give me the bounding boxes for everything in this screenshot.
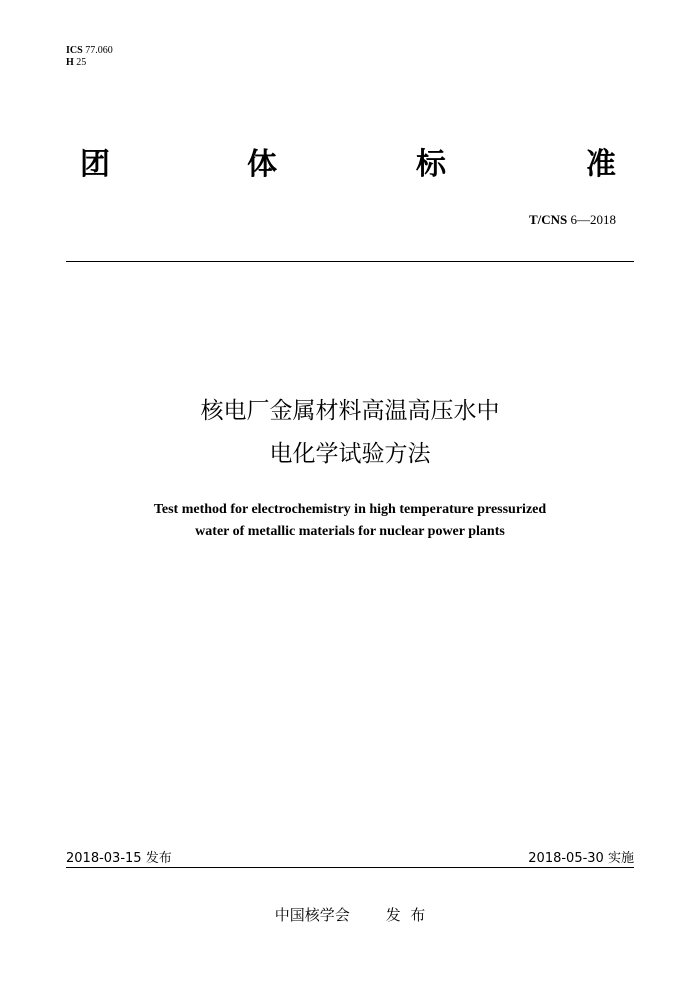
classification-codes — [66, 45, 113, 69]
standard-kind-char-2: 体 — [247, 147, 277, 182]
standard-code: T/CNS 6—2018 — [528, 212, 616, 227]
publisher-name: 中国核学会 — [274, 906, 350, 924]
title-cn-line-2: 电化学试验方法 — [269, 441, 431, 467]
title-en-line-1: Test method for electrochemistry in high temperature pressurized — [153, 502, 547, 517]
publisher — [0, 904, 700, 925]
publisher-action: 发 布 — [385, 906, 426, 924]
standard-kind-char-4: 准 — [586, 147, 616, 182]
standard-kind-char-3: 标 — [416, 147, 446, 182]
title-en-line-2: water of metallic materials for nuclear power plants — [195, 524, 505, 539]
standard-kind-char-1: 团 — [80, 147, 110, 182]
implementation-date: 2018-05-30 实施 — [528, 851, 634, 866]
footer-divider — [66, 867, 634, 868]
issue-date: 2018-03-15 发布 — [66, 851, 172, 866]
ccs-code: H 25 — [66, 57, 87, 68]
ics-code: ICS 77.060 — [66, 45, 113, 56]
title-cn-line-1: 核电厂金属材料高温高压水中 — [200, 398, 500, 424]
header-divider — [66, 261, 634, 262]
